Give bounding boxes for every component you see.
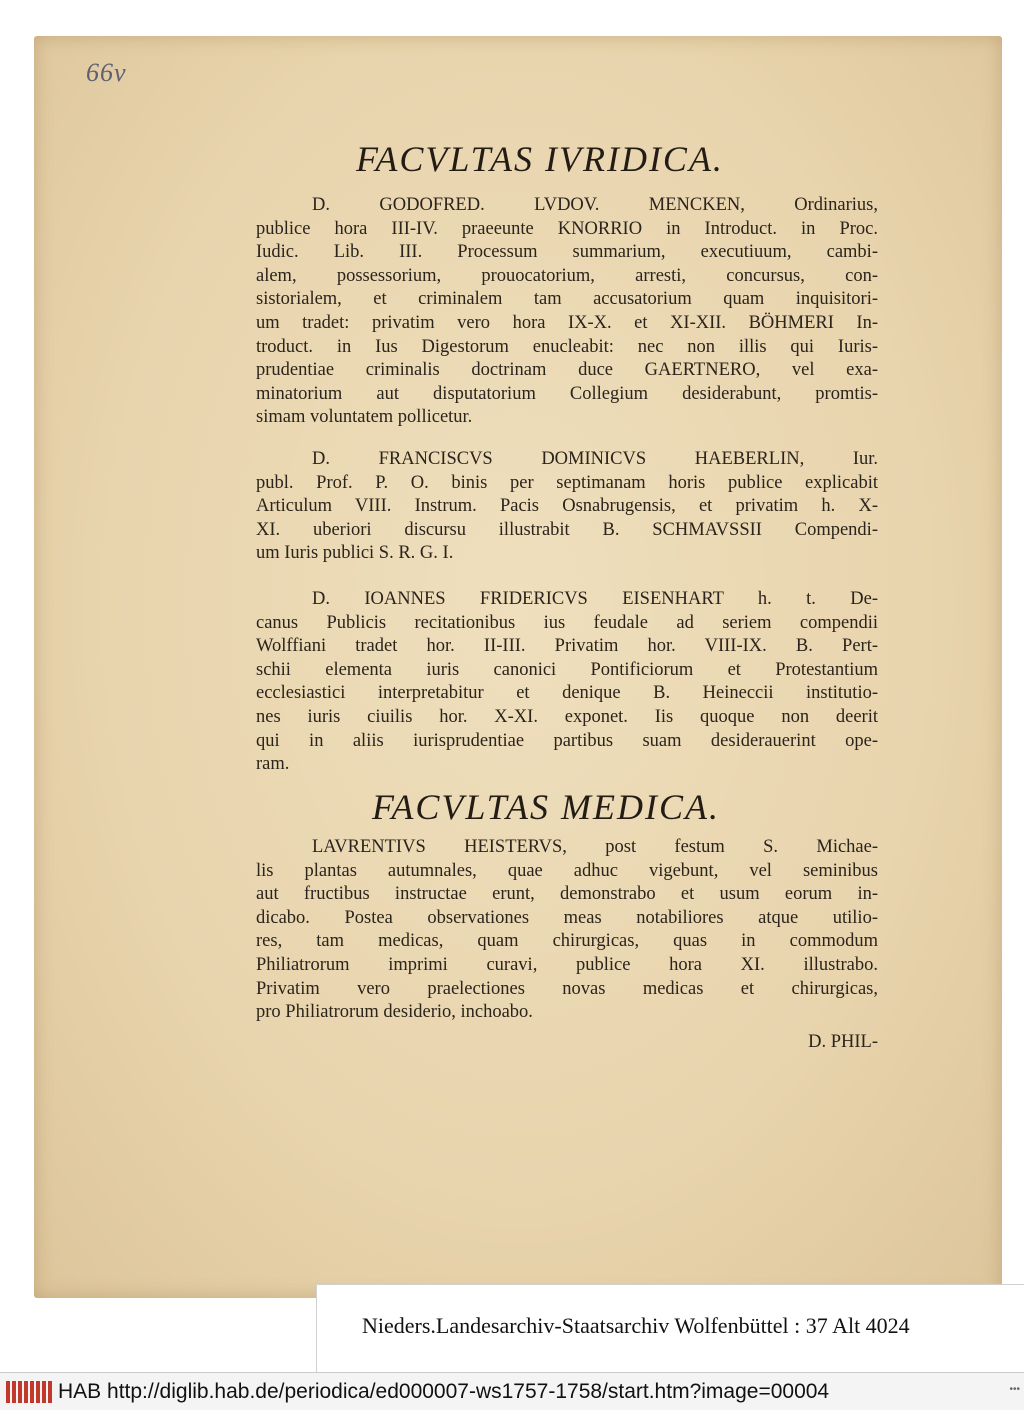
text-line: Privatim vero praelectiones novas medicas et chirurgicas, [256,978,878,999]
paragraph-heisterus [256,836,878,1054]
text-line: aut fructibus instructae erunt, demonstrabo et usum eorum in- [256,884,878,905]
text-line: canus Publicis recitationibus ius feudale ad seriem compendii [256,612,878,633]
text-line: troduct. in Ius Digestorum enucleabit: nec non illis qui Iuris- [256,336,878,357]
paragraph-eisenhart [256,588,878,777]
catchword: D. PHIL- [808,1031,878,1052]
text-line: Philiatrorum imprimi curavi, publice hora XI. illustrabo. [256,954,878,975]
text-line: simam voluntatem pollicetur. [256,407,473,428]
url-bar[interactable] [0,1372,1024,1410]
text-line: pro Philiatrorum desiderio, inchoabo. [256,1002,533,1023]
paragraph-haeberlin [256,448,878,566]
text-line: D. GODOFRED. LVDOV. MENCKEN, Ordinarius, [312,195,878,215]
url-link[interactable]: HAB http://diglib.hab.de/periodica/ed000007-ws1757-1758/start.htm?image=00004 [58,1380,830,1403]
text-line: XI. uberiori discursu illustrabit B. SCHMAVSSII Compendi- [256,519,878,540]
text-line: prudentiae criminalis doctrinam duce GAERTNERO, vel exa- [256,360,878,381]
text-line: ecclesiastici interpretabitur et denique B. Heineccii institutio- [256,683,878,704]
text-line: Articulum VIII. Instrum. Pacis Osnabrugensis, et privatim h. X- [256,496,878,517]
text-line: schii elementa iuris canonici Pontificiorum et Protestantium [256,659,878,680]
archive-label: Nieders.Landesarchiv-Staatsarchiv Wolfenbüttel : 37 Alt 4024 [362,1313,910,1338]
text-line: dicabo. Postea observationes meas notabiliores atque utilio- [256,907,878,928]
text-line: minatorium aut disputatorium Collegium desiderabunt, promtis- [256,383,878,404]
text-line: nes iuris ciuilis hor. X-XI. exponet. Iis quoque non deerit [256,706,878,727]
text-line: Wolffiani tradet hor. II-III. Privatim hor. VIII-IX. B. Pert- [256,636,878,657]
text-line: ram. [256,754,290,775]
paragraph-mencken [256,194,878,430]
text-line: publice hora III-IV. praeeunte KNORRIO in Introduct. in Proc. [256,218,878,239]
text-line: um Iuris publici S. R. G. I. [256,543,454,564]
text-line: alem, possessorium, prouocatorium, arresti, concursus, con- [256,265,878,286]
text-line: D. FRANCISCVS DOMINICVS HAEBERLIN, Iur. [312,449,878,469]
text-line: um tradet: privatim vero hora IX-X. et XI-XII. BÖHMERI In- [256,312,878,333]
text-line: qui in aliis iurisprudentiae partibus suam desiderauerint ope- [256,730,878,751]
text-line: publ. Prof. P. O. binis per septimanam horis publice explicabit [256,472,878,493]
text-line: res, tam medicas, quam chirurgicas, quas in commodum [256,931,878,952]
text-line: lis plantas autumnales, quae adhuc vigebunt, vel seminibus [256,860,878,881]
folio-annotation: 66v [86,58,127,87]
text-line: D. IOANNES FRIDERICVS EISENHART h. t. De- [312,589,878,609]
heading-facultas-iuridica: FACVLTAS IVRIDICA. [356,139,724,179]
hab-logo-icon [6,1381,52,1403]
heading-facultas-medica: FACVLTAS MEDICA. [372,787,720,827]
text-line: sistorialem, et criminalem tam accusatorium quam inquisitori- [256,289,878,310]
more-icon[interactable]: ••• [1009,1384,1020,1395]
text-line: LAVRENTIVS HEISTERVS, post festum S. Michae- [312,837,878,857]
text-line: Iudic. Lib. III. Processum summarium, executiuum, cambi- [256,242,878,263]
